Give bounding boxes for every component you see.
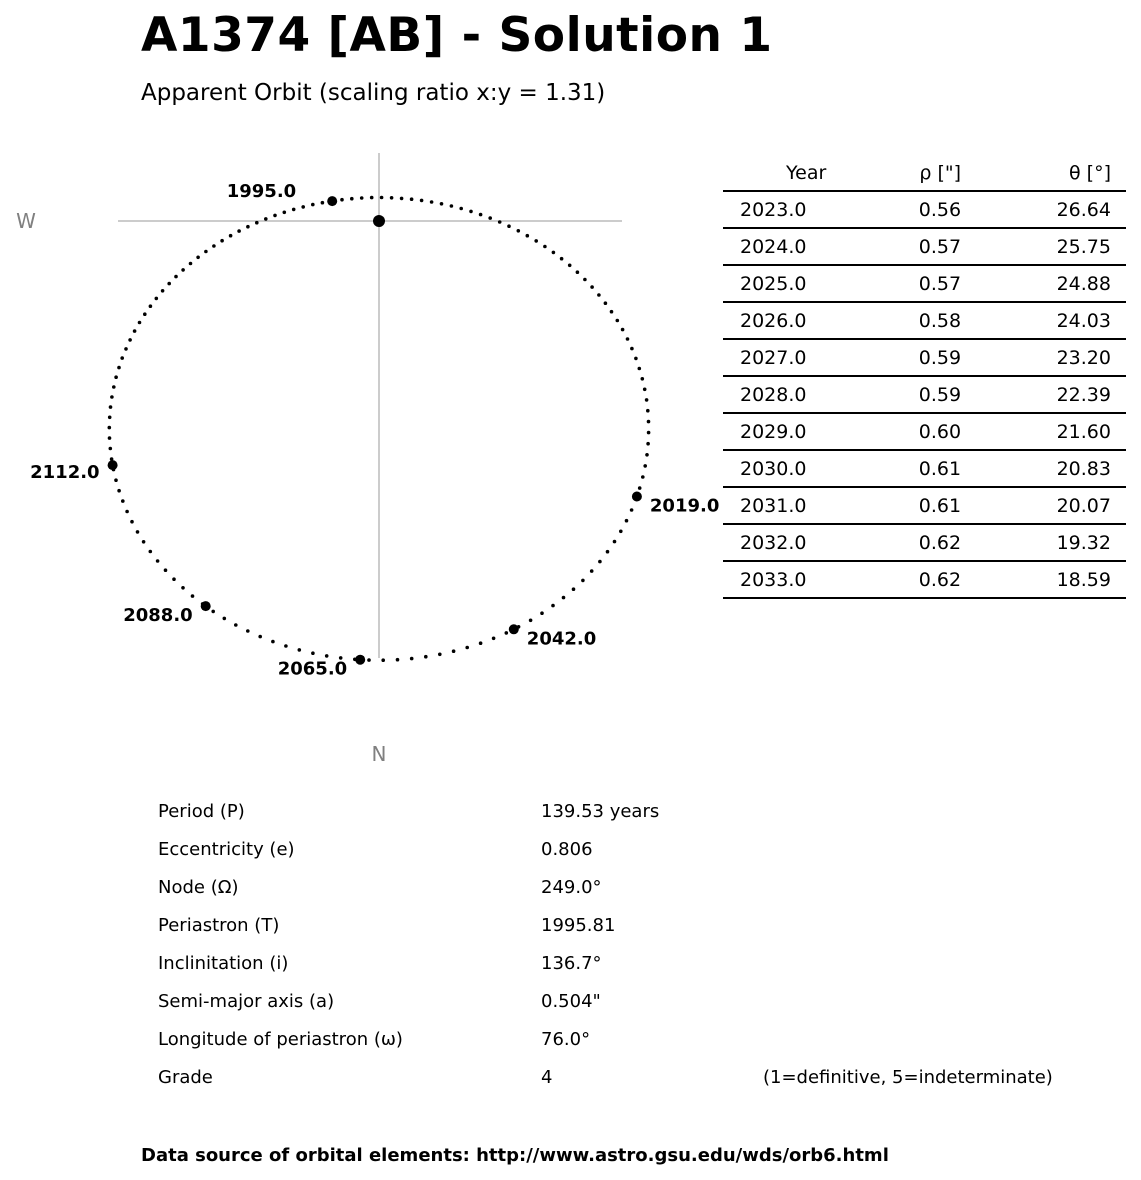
orbit-dot xyxy=(562,596,566,600)
cell-theta: 25.75 xyxy=(961,228,1126,265)
orbit-dot xyxy=(172,577,176,581)
orbit-dot xyxy=(264,217,268,221)
cell-rho: 0.57 xyxy=(846,228,961,265)
orbit-dot xyxy=(479,641,483,645)
orbit-dot xyxy=(630,508,634,512)
orbit-chart xyxy=(0,0,720,780)
orbit-dot xyxy=(479,213,483,217)
orbit-dot xyxy=(234,623,238,627)
epoch-marker xyxy=(327,196,337,206)
orbit-dot xyxy=(340,198,344,202)
orbit-dot xyxy=(121,499,125,503)
orbit-dot xyxy=(350,197,354,201)
orbit-dot xyxy=(311,651,315,655)
orbit-dot xyxy=(440,202,444,206)
orbit-dot xyxy=(258,635,262,639)
orbit-dot xyxy=(647,431,651,435)
orbit-dot xyxy=(108,426,112,430)
orbit-dot xyxy=(181,268,185,272)
element-label: Longitude of periastron (ω) xyxy=(158,1029,403,1050)
orbit-dot xyxy=(108,416,112,420)
orbit-dot xyxy=(125,510,129,514)
element-value: 76.0° xyxy=(541,1029,591,1050)
cell-year: 2028.0 xyxy=(723,376,846,413)
epoch-label: 2019.0 xyxy=(649,495,720,517)
orbit-dot xyxy=(552,251,556,255)
element-row xyxy=(158,1023,1108,1061)
table-row xyxy=(723,487,1126,524)
orbit-dot xyxy=(246,225,250,229)
cell-year: 2033.0 xyxy=(723,561,846,598)
orbit-dot xyxy=(273,214,277,218)
cell-theta: 24.88 xyxy=(961,265,1126,302)
epoch-label: 1995.0 xyxy=(226,181,297,203)
north-label: N xyxy=(371,742,387,766)
orbit-dot xyxy=(301,205,305,209)
orbit-dot xyxy=(526,234,530,238)
west-label: W xyxy=(16,209,36,233)
header-theta: θ [°] xyxy=(961,155,1126,191)
cell-rho: 0.59 xyxy=(846,339,961,376)
orbit-dot xyxy=(598,560,602,564)
table-row xyxy=(723,376,1126,413)
epoch-marker xyxy=(108,460,118,470)
orbit-dot xyxy=(191,594,195,598)
orbit-dot xyxy=(613,540,617,544)
orbit-dot xyxy=(498,220,502,224)
epoch-label: 2065.0 xyxy=(277,658,348,680)
cell-year: 2030.0 xyxy=(723,450,846,487)
cell-rho: 0.62 xyxy=(846,524,961,561)
table-row xyxy=(723,228,1126,265)
orbit-dot xyxy=(164,568,168,572)
orbit-dot xyxy=(142,540,146,544)
header-rho: ρ ["] xyxy=(846,155,961,191)
orbit-dot xyxy=(590,285,594,289)
element-row xyxy=(158,871,1108,909)
orbit-dot xyxy=(161,289,165,293)
orbit-dot xyxy=(492,637,496,641)
orbit-dot xyxy=(156,559,160,563)
orbit-dot xyxy=(597,293,601,297)
cell-theta: 21.60 xyxy=(961,413,1126,450)
orbit-dot xyxy=(517,229,521,233)
element-label: Inclinitation (i) xyxy=(158,953,289,974)
orbit-dot xyxy=(646,409,650,413)
orbit-dot xyxy=(529,619,533,623)
primary-star xyxy=(373,215,385,227)
element-note: (1=definitive, 5=indeterminate) xyxy=(763,1067,1053,1088)
orbit-dot xyxy=(114,375,118,379)
table-row xyxy=(723,265,1126,302)
ephemeris-table xyxy=(723,155,1126,599)
orbit-dot xyxy=(469,210,473,214)
cell-year: 2026.0 xyxy=(723,302,846,339)
orbit-dot xyxy=(114,478,118,482)
orbit-dot xyxy=(283,211,287,215)
orbit-dot xyxy=(380,196,384,200)
element-row xyxy=(158,833,1108,871)
orbit-dot xyxy=(568,264,572,268)
orbit-dot xyxy=(630,347,634,351)
cell-year: 2025.0 xyxy=(723,265,846,302)
orbit-dot xyxy=(438,653,442,657)
orbit-dot xyxy=(634,357,638,361)
orbit-dot xyxy=(124,347,128,351)
orbit-dot xyxy=(576,270,580,274)
orbit-dot xyxy=(507,224,511,228)
cell-theta: 23.20 xyxy=(961,339,1126,376)
cell-rho: 0.58 xyxy=(846,302,961,339)
element-label: Period (P) xyxy=(158,801,245,822)
orbit-dot xyxy=(120,356,124,360)
orbit-dot xyxy=(396,658,400,662)
orbit-dot xyxy=(149,550,153,554)
epoch-label: 2042.0 xyxy=(526,628,597,650)
cell-rho: 0.61 xyxy=(846,487,961,524)
orbit-dot xyxy=(149,304,153,308)
cell-rho: 0.60 xyxy=(846,413,961,450)
table-row xyxy=(723,339,1126,376)
table-row xyxy=(723,524,1126,561)
cell-rho: 0.61 xyxy=(846,450,961,487)
table-row xyxy=(723,450,1126,487)
orbit-dot xyxy=(540,611,544,615)
orbit-dot xyxy=(211,610,215,614)
orbit-dot xyxy=(572,587,576,591)
orbit-dot xyxy=(619,530,623,534)
orbit-dot xyxy=(360,196,364,200)
orbit-dot xyxy=(133,329,137,333)
orbit-dot xyxy=(643,464,647,468)
orbit-dot xyxy=(367,658,371,662)
orbit-dot xyxy=(626,337,630,341)
element-value: 139.53 years xyxy=(541,801,660,822)
orbit-dot xyxy=(370,196,374,200)
orbit-dot xyxy=(196,255,200,259)
table-row xyxy=(723,191,1126,228)
orbit-dot xyxy=(610,310,614,314)
cell-rho: 0.62 xyxy=(846,561,961,598)
element-label: Eccentricity (e) xyxy=(158,839,295,860)
orbit-dot xyxy=(505,631,509,635)
cell-rho: 0.59 xyxy=(846,376,961,413)
cell-theta: 20.07 xyxy=(961,487,1126,524)
orbit-dot xyxy=(551,604,555,608)
orbit-dot xyxy=(237,229,241,233)
orbit-dot xyxy=(641,377,645,381)
orbit-dot xyxy=(212,244,216,248)
element-label: Grade xyxy=(158,1067,213,1088)
element-label: Semi-major axis (a) xyxy=(158,991,335,1012)
element-label: Periastron (T) xyxy=(158,915,280,936)
orbit-dot xyxy=(625,519,629,523)
orbit-dot xyxy=(130,520,134,524)
cell-theta: 18.59 xyxy=(961,561,1126,598)
orbit-dot xyxy=(410,657,414,661)
element-value: 4 xyxy=(541,1067,553,1088)
orbit-dot xyxy=(167,282,171,286)
epoch-marker xyxy=(201,601,211,611)
element-row xyxy=(158,1061,1108,1099)
orbit-dot xyxy=(543,245,547,249)
element-value: 1995.81 xyxy=(541,915,616,936)
orbital-elements xyxy=(158,795,1108,1099)
ephemeris-header-row xyxy=(723,155,1126,191)
orbit-dot xyxy=(424,655,428,659)
orbit-dot xyxy=(616,319,620,323)
orbit-dot xyxy=(292,208,296,212)
orbit-dot xyxy=(204,250,208,254)
cell-theta: 22.39 xyxy=(961,376,1126,413)
cell-year: 2023.0 xyxy=(723,191,846,228)
orbit-dot xyxy=(138,321,142,325)
orbit-dot xyxy=(560,257,564,261)
page-title: A1374 [AB] - Solution 1 xyxy=(141,8,773,63)
orbit-dot xyxy=(410,197,414,201)
cell-year: 2027.0 xyxy=(723,339,846,376)
orbit-dot xyxy=(647,420,651,424)
table-row xyxy=(723,413,1126,450)
orbit-dot xyxy=(223,617,227,621)
cell-rho: 0.56 xyxy=(846,191,961,228)
cell-year: 2032.0 xyxy=(723,524,846,561)
element-value: 0.806 xyxy=(541,839,593,860)
orbit-dot xyxy=(604,301,608,305)
orbit-dot xyxy=(638,486,642,490)
header-year: Year xyxy=(723,155,846,191)
orbit-dot xyxy=(110,395,114,399)
orbit-dot xyxy=(645,398,649,402)
orbit-dot xyxy=(430,200,434,204)
orbit-dot xyxy=(420,199,424,203)
cell-rho: 0.57 xyxy=(846,265,961,302)
orbit-dot xyxy=(488,216,492,220)
orbit-dot xyxy=(284,644,288,648)
orbit-dot xyxy=(321,201,325,205)
orbit-dot xyxy=(646,442,650,446)
orbit-dot xyxy=(390,196,394,200)
orbit-dot xyxy=(311,203,315,207)
orbit-dot xyxy=(109,405,113,409)
orbit-dot xyxy=(189,262,193,266)
epoch-marker xyxy=(509,624,519,634)
orbit-dot xyxy=(109,447,113,451)
orbit-dot xyxy=(117,366,121,370)
orbit-dot xyxy=(246,629,250,633)
epoch-markers xyxy=(30,181,719,680)
table-row xyxy=(723,302,1126,339)
orbit-dot xyxy=(255,221,259,225)
orbit-dot xyxy=(459,207,463,211)
epoch-label: 2112.0 xyxy=(30,462,100,484)
epoch-label: 2088.0 xyxy=(123,605,193,627)
page-subtitle: Apparent Orbit (scaling ratio x:y = 1.31) xyxy=(141,80,606,106)
cell-year: 2024.0 xyxy=(723,228,846,265)
orbit-dot xyxy=(271,640,275,644)
orbit-dot xyxy=(641,475,645,479)
cell-theta: 26.64 xyxy=(961,191,1126,228)
orbit-dot xyxy=(583,278,587,282)
element-row xyxy=(158,795,1108,833)
data-source-note: Data source of orbital elements: http://www.astro.gsu.edu/wds/orb6.html xyxy=(141,1145,889,1166)
orbit-dot xyxy=(143,312,147,316)
element-value: 136.7° xyxy=(541,953,602,974)
orbit-dot xyxy=(452,649,456,653)
orbit-dot xyxy=(590,569,594,573)
cell-theta: 24.03 xyxy=(961,302,1126,339)
orbit-dot xyxy=(155,297,159,301)
orbit-dot xyxy=(450,204,454,208)
element-label: Node (Ω) xyxy=(158,877,239,898)
orbit-dot xyxy=(643,388,647,392)
orbit-dot xyxy=(325,654,329,658)
cell-year: 2031.0 xyxy=(723,487,846,524)
orbit-dot xyxy=(645,453,649,457)
orbit-dot xyxy=(400,197,404,201)
orbit-dot xyxy=(108,436,112,440)
orbit-dot xyxy=(381,658,385,662)
orbit-dot xyxy=(128,338,132,342)
element-row xyxy=(158,985,1108,1023)
table-row xyxy=(723,561,1126,598)
orbit-dot xyxy=(220,239,224,243)
orbit-dot xyxy=(112,385,116,389)
orbit-dot xyxy=(581,579,585,583)
element-value: 249.0° xyxy=(541,877,602,898)
orbit-dot xyxy=(465,646,469,650)
orbit-dot xyxy=(621,328,625,332)
orbit-dot xyxy=(298,648,302,652)
epoch-marker xyxy=(355,655,365,665)
element-row xyxy=(158,947,1108,985)
orbit-dot xyxy=(117,489,121,493)
orbit-dot xyxy=(638,367,642,371)
orbit-dot xyxy=(606,550,610,554)
orbit-dot xyxy=(229,234,233,238)
cell-theta: 19.32 xyxy=(961,524,1126,561)
element-row xyxy=(158,909,1108,947)
cell-year: 2029.0 xyxy=(723,413,846,450)
cell-theta: 20.83 xyxy=(961,450,1126,487)
orbit-dot xyxy=(181,586,185,590)
element-value: 0.504" xyxy=(541,991,601,1012)
orbit-dot xyxy=(136,530,140,534)
epoch-marker xyxy=(632,492,642,502)
orbit-dot xyxy=(174,275,178,279)
orbit-dot xyxy=(534,239,538,243)
